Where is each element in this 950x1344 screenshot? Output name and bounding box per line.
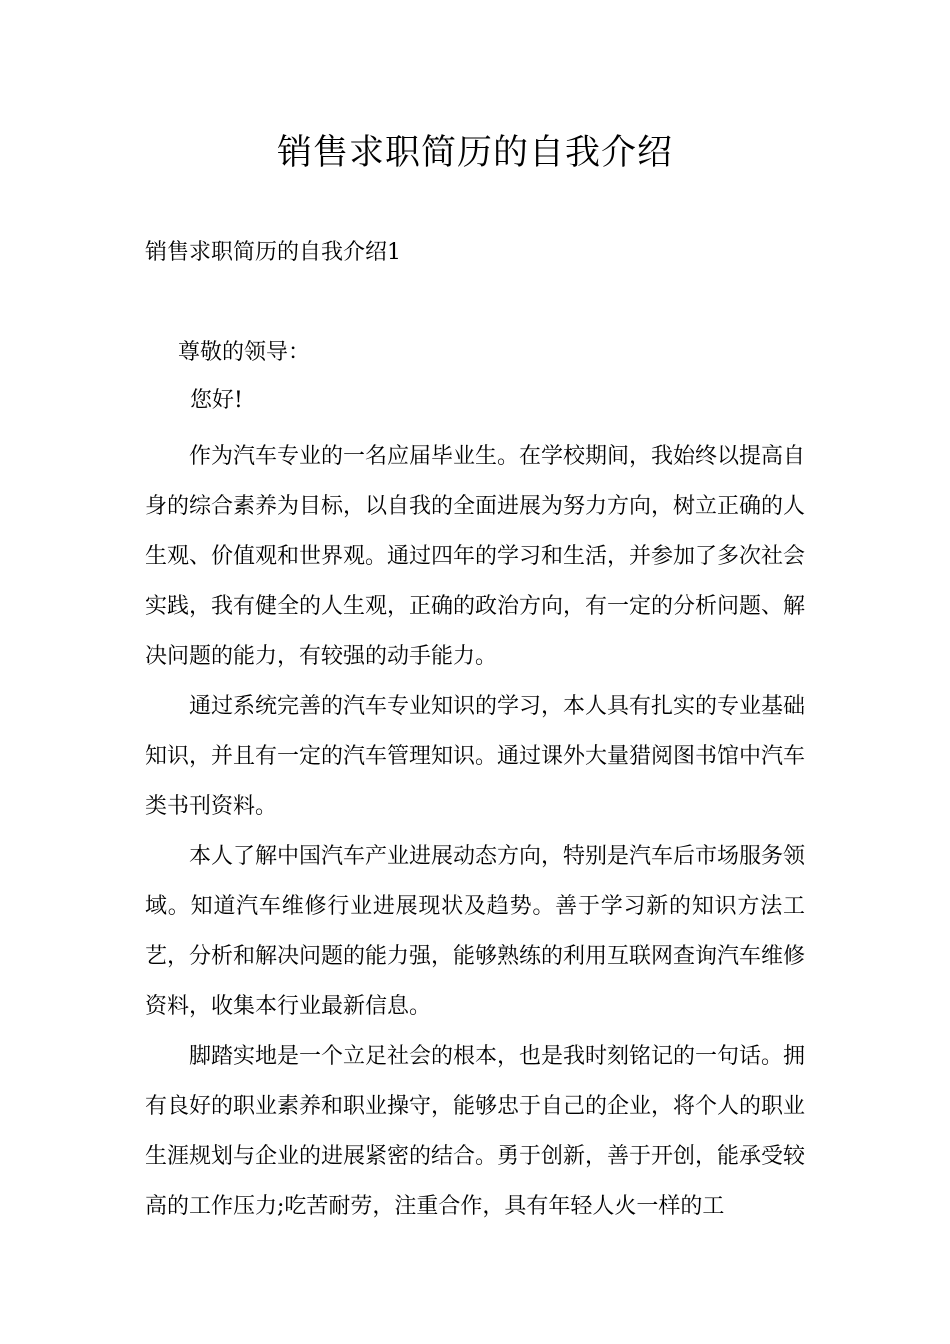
paragraph: 通过系统完善的汽车专业知识的学习，本人具有扎实的专业基础知识，并且有一定的汽车管理知识。通过课外大量猎阅图书馆中汽车类书刊资料。 <box>145 694 806 819</box>
paragraph: 作为汽车专业的一名应届毕业生。在学校期间，我始终以提高自身的综合素养为目标，以自我的全面进展为努力方向，树立正确的人生观、价值观和世界观。通过四年的学习和生活，并参加了多次社会实践，我有健全的人生观，正确的政治方向，有一定的分析问题、解决问题的能力，有较强的动手能力。 <box>145 444 806 669</box>
greeting: 您好! <box>190 388 243 413</box>
section-heading: 销售求职简历的自我介绍1 <box>145 240 401 265</box>
paragraph: 本人了解中国汽车产业进展动态方向，特别是汽车后市场服务领域。知道汽车维修行业进展现状及趋势。善于学习新的知识方法工艺，分析和解决问题的能力强，能够熟练的利用互联网查询汽车维修资料，收集本行业最新信息。 <box>145 844 806 1019</box>
paragraph: 脚踏实地是一个立足社会的根本，也是我时刻铭记的一句话。拥有良好的职业素养和职业操守，能够忠于自己的企业，将个人的职业生涯规划与企业的进展紧密的结合。勇于创新，善于开创，能承受较高的工作压力;吃苦耐劳，注重合作，具有年轻人火一样的工 <box>145 1044 806 1219</box>
document-title: 销售求职简历的自我介绍 <box>276 133 673 173</box>
salutation: 尊敬的领导： <box>178 340 311 365</box>
body-text <box>145 432 805 1232</box>
